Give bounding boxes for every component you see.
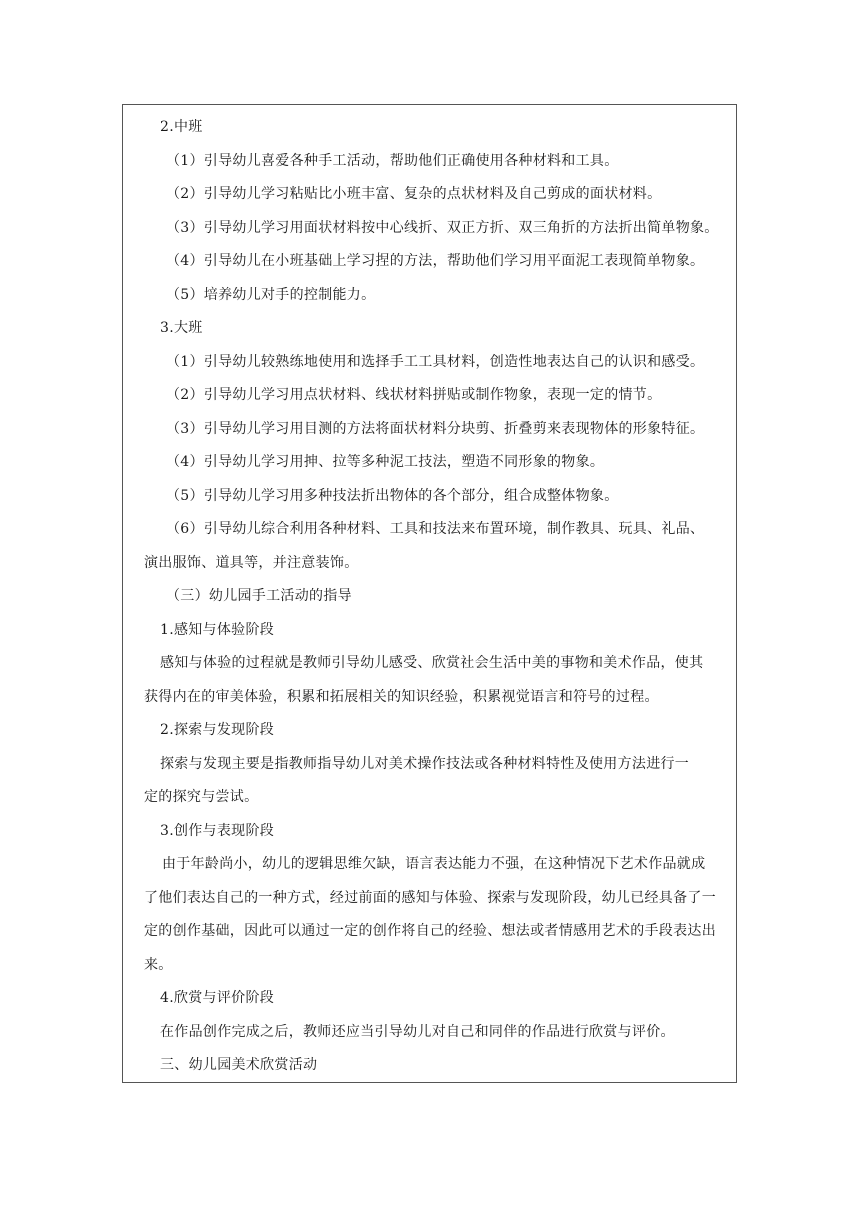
paragraph-stage-2-text-b: 定的探究与尝试。 [144, 789, 259, 805]
paragraph-stage-3-text-b: 了他们表达自己的一种方式，经过前面的感知与体验、探索与发现阶段，幼儿已经具备了一 [144, 889, 716, 906]
paragraph-mid-item-3: （3）引导幼儿学习用面状材料按中心线折、双正方折、双三角折的方法折出简单物象。 [166, 219, 719, 236]
paragraph-stage-3-text-c: 定的创作基础，因此可以通过一定的创作将自己的经验、想法或者情感用艺术的手段表达出 [144, 923, 716, 939]
paragraph-mid-class-heading: 2.中班 [160, 119, 203, 135]
paragraph-stage-3-text-a: 由于年龄尚小，幼儿的逻辑思维欠缺，语言表达能力不强，在这种情况下艺术作品就成 [162, 856, 706, 872]
paragraph-senior-item-3: （3）引导幼儿学习用目测的方法将面状材料分块剪、折叠剪来表现物体的形象特征。 [166, 420, 705, 437]
paragraph-stage-3-text-d: 来。 [144, 956, 173, 973]
paragraph-section-3-heading: 三、幼儿园美术欣赏活动 [160, 1057, 318, 1073]
paragraph-senior-item-5: （5）引导幼儿学习用多种技法折出物体的各个部分，组合成整体物象。 [166, 487, 619, 504]
paragraph-senior-item-2: （2）引导幼儿学习用点状材料、线状材料拼贴或制作物象，表现一定的情节。 [166, 387, 662, 403]
paragraph-stage-4-heading: 4.欣赏与评价阶段 [160, 990, 275, 1006]
paragraph-senior-item-6a: （6）引导幼儿综合利用各种材料、工具和技法来布置环境，制作教具、玩具、礼品、 [166, 521, 705, 537]
paragraph-senior-item-6b: 演出服饰、道具等，并注意装饰。 [144, 554, 359, 571]
paragraph-senior-item-1: （1）引导幼儿较熟练地使用和选择手工工具材料，创造性地表达自己的认识和感受。 [166, 353, 705, 370]
paragraph-stage-1-text-a: 感知与体验的过程就是教师引导幼儿感受、欣赏社会生活中美的事物和美术作品，使其 [160, 655, 704, 671]
paragraph-stage-2-text-a: 探索与发现主要是指教师指导幼儿对美术操作技法或各种材料特性及使用方法进行一 [160, 755, 690, 772]
paragraph-stage-1-heading: 1.感知与体验阶段 [160, 621, 275, 638]
paragraph-mid-item-2: （2）引导幼儿学习粘贴比小班丰富、复杂的点状材料及自己剪成的面状材料。 [166, 186, 662, 202]
paragraph-senior-item-4: （4）引导幼儿学习用抻、拉等多种泥工技法，塑造不同形象的物象。 [166, 454, 605, 470]
paragraph-senior-class-heading: 3.大班 [160, 320, 203, 336]
paragraph-guidance-heading: （三）幼儿园手工活动的指导 [166, 588, 352, 604]
paragraph-mid-item-1: （1）引导幼儿喜爱各种手工活动，帮助他们正确使用各种材料和工具。 [166, 152, 619, 169]
paragraph-mid-item-4: （4）引导幼儿在小班基础上学习捏的方法，帮助他们学习用平面泥工表现简单物象。 [166, 253, 705, 269]
paragraph-mid-item-5: （5）培养幼儿对手的控制能力。 [166, 286, 376, 303]
paragraph-stage-3-heading: 3.创作与表现阶段 [160, 822, 275, 839]
paragraph-stage-4-text: 在作品创作完成之后，教师还应当引导幼儿对自己和同伴的作品进行欣赏与评价。 [160, 1023, 675, 1040]
paragraph-stage-1-text-b: 获得内在的审美体验，积累和拓展相关的知识经验，积累视觉语言和符号的过程。 [144, 688, 659, 705]
paragraph-stage-2-heading: 2.探索与发现阶段 [160, 722, 275, 738]
document-body [144, 111, 729, 1083]
